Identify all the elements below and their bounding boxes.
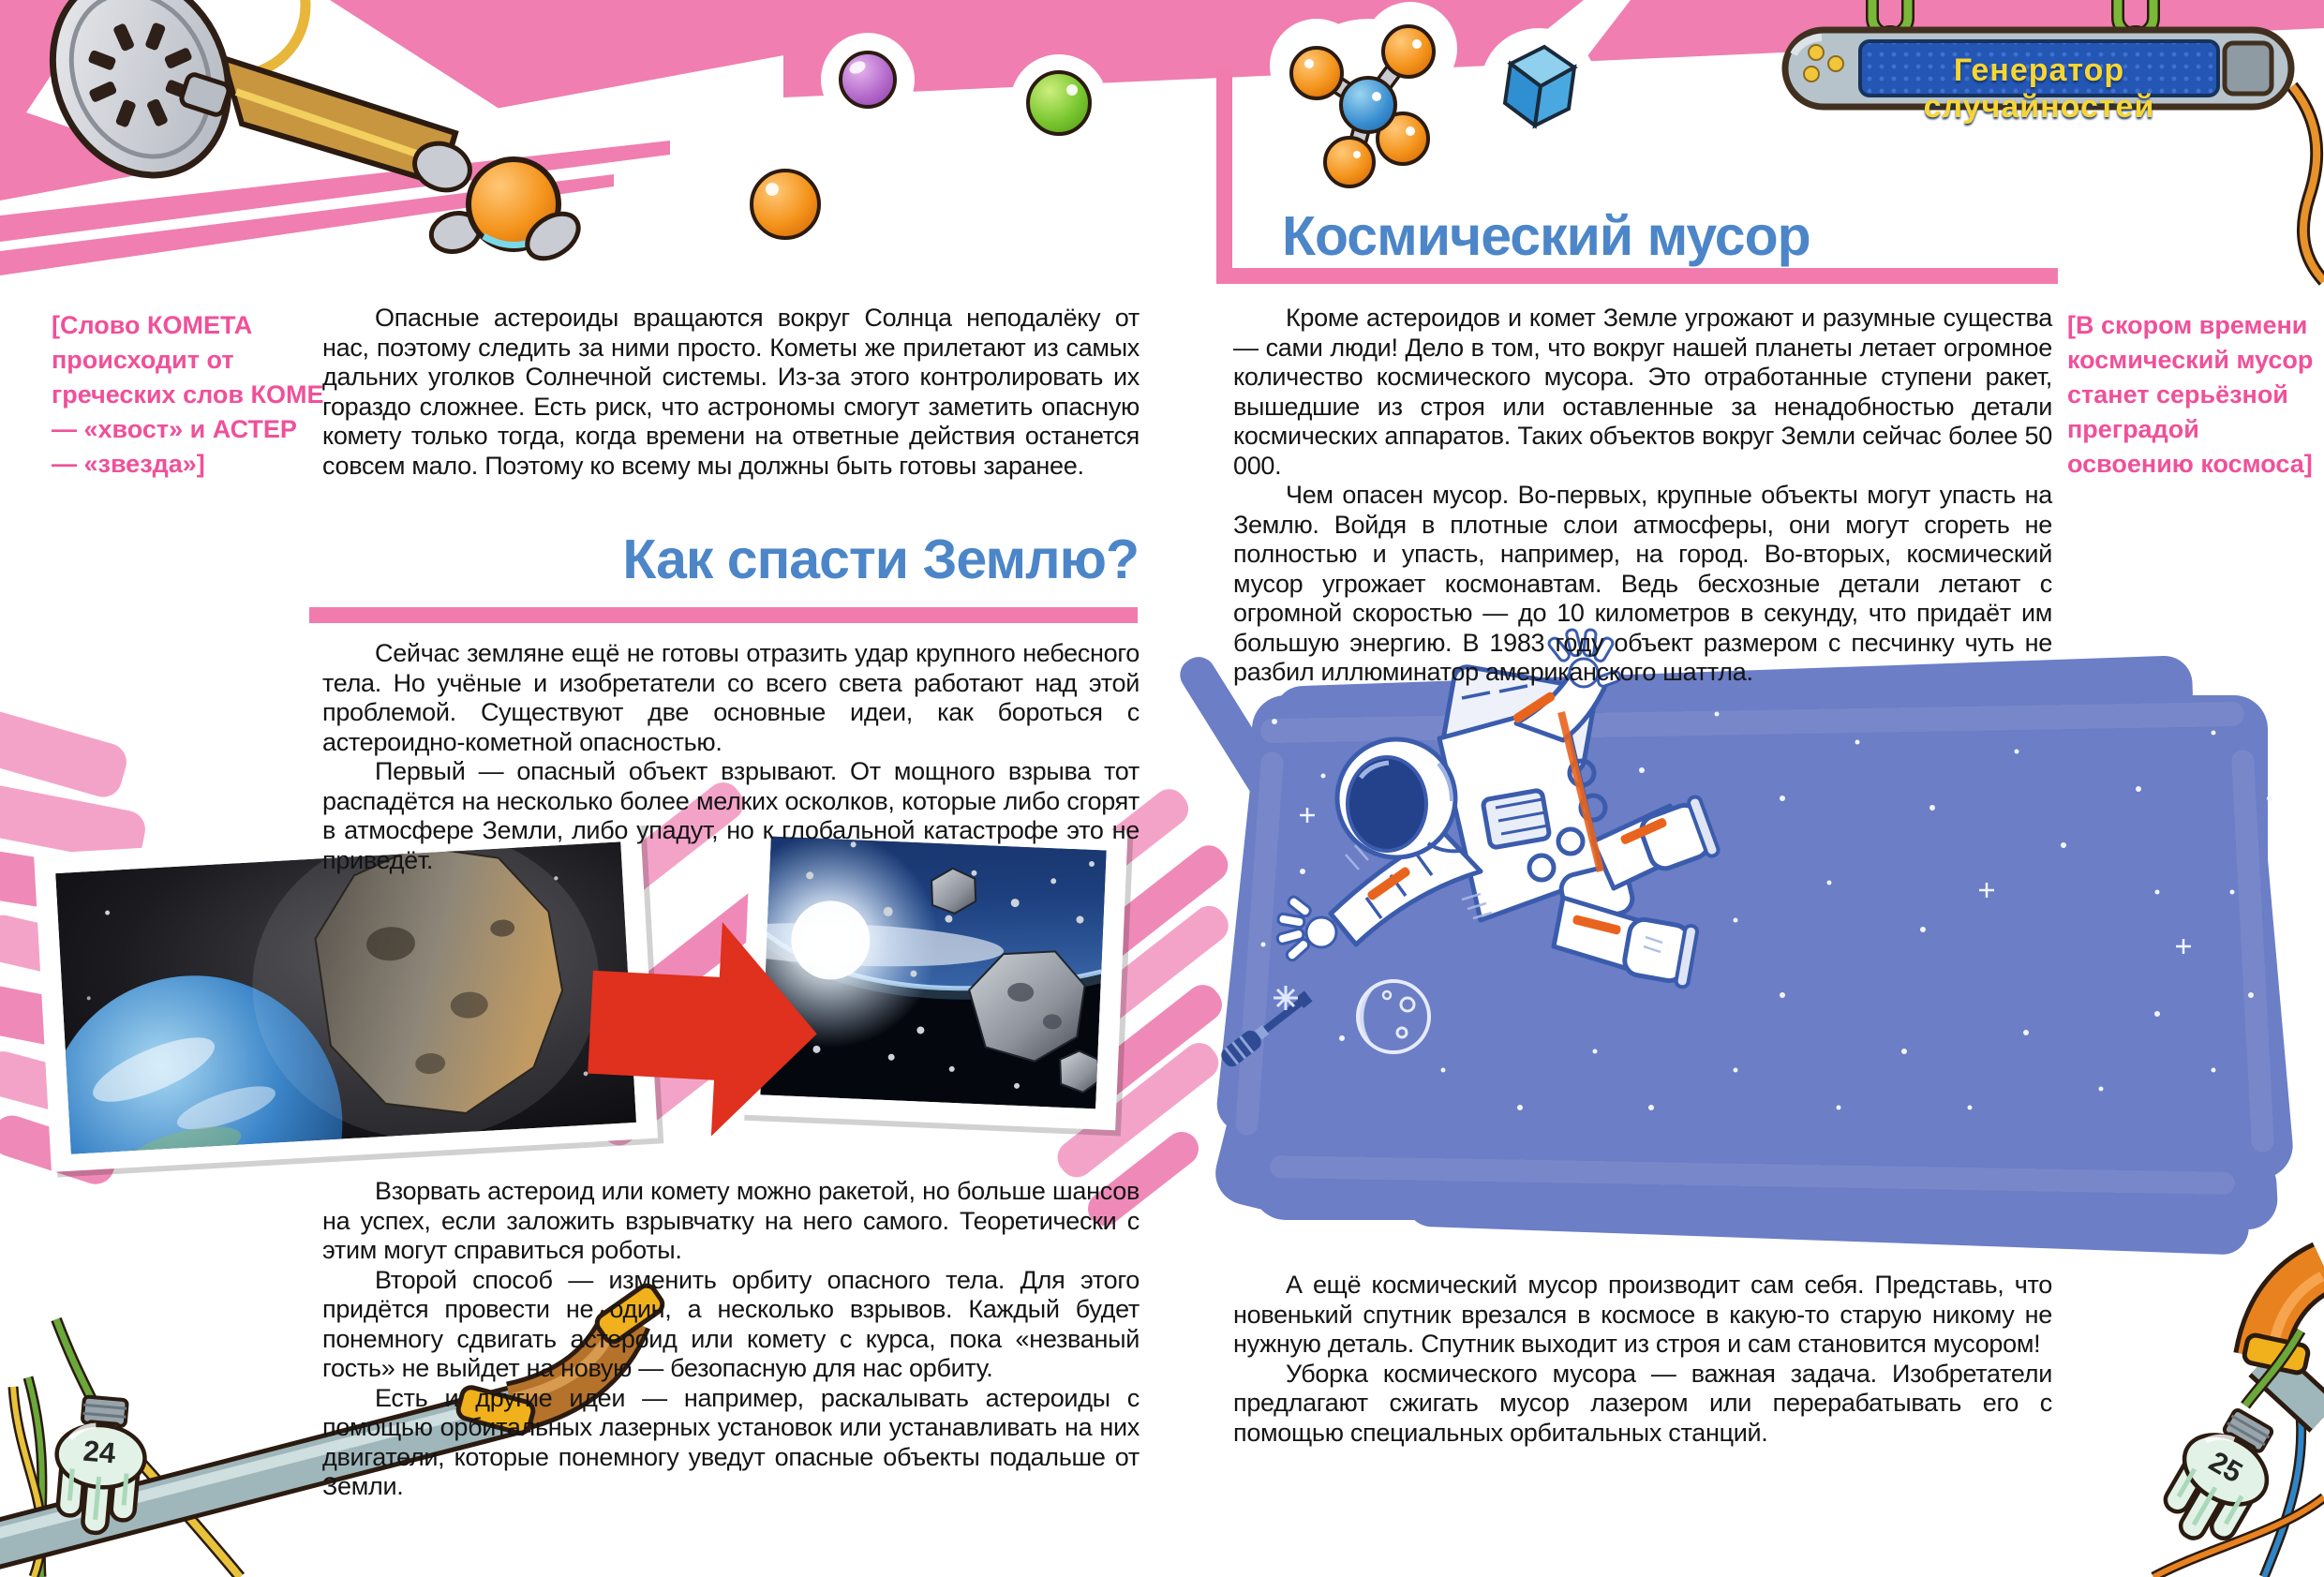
paragraph: А ещё космический мусор производит сам себя. Представь, что новенький спутник врезался в космосе в какую-то старую никому не нужную деталь. Спутник выходит из строя и сам становится мусором! bbox=[1233, 1271, 2052, 1358]
astronaut-illustration bbox=[1174, 629, 2296, 1256]
pipes-bottom-right bbox=[2149, 1267, 2324, 1577]
paragraphs-right-top bbox=[1233, 304, 2052, 688]
banner-label: Генератор случайностей bbox=[1923, 52, 2155, 125]
section-heading-right: Космический мусор bbox=[1282, 205, 1810, 267]
page-number-right: 25 bbox=[2203, 1444, 2248, 1490]
molecule-illustration bbox=[1270, 2, 1457, 210]
page-number-left: 24 bbox=[82, 1434, 117, 1470]
paragraph: Кроме астероидов и комет Земле угрожают и разумные существа — сами люди! Дело в том, что вокруг нашей планеты летает огромное количество космического мусора. Это отработанные ступени ракет, вышедшие из строя или оставленные за ненадобностью детали космических аппаратов. Таких объектов вокруг Земли сейчас более 50 000. bbox=[1233, 304, 2052, 480]
paragraph: Первый — опасный объект взрывают. От мощного взрыва тот распадётся на несколько более мелких осколков, которые либо сгорят в атмосфере Земли, либо упадут, но к глобальной катастрофе это не приведёт. bbox=[322, 757, 1140, 874]
section-heading-left: Как спасти Землю? bbox=[622, 528, 1139, 590]
paragraphs-after-heading bbox=[322, 639, 1140, 875]
moon-illustration bbox=[1358, 981, 1429, 1052]
orange-ball bbox=[752, 171, 819, 238]
paragraph: Уборка космического мусора — важная задача. Изобретатели предлагают сжигать мусор лазером или перерабатывать его с помощью специальных орбитальных станций. bbox=[1233, 1359, 2052, 1447]
paragraphs-right-bottom bbox=[1233, 1271, 2052, 1448]
paragraph: Опасные астероиды вращаются вокруг Солнца неподалёку от нас, поэтому следить за ними просто. Кометы же прилетают из самых дальних уголков Солнечной системы. Из-за этого контролировать их гораздо сложнее. Есть риск, что астрономы смогут заметить опасную комету только тогда, когда времени на ответные действия останется совсем мало. Поэтому ко всему мы должны быть готовы заранее. bbox=[322, 304, 1140, 480]
cube-illustration bbox=[1481, 28, 1597, 144]
paragraph: Чем опасен мусор. Во-первых, крупные объекты могут упасть на Землю. Войдя в плотные слои атмосферы, они могут сгореть не полностью и упасть, например, на город. Во-вторых, космический мусор угрожает космонавтам. Ведь бесхозные детали летают с огромной скоростью — до 10 километров в секунду, что придаёт им большую энергию. В 1983 году объект размером с песчинку чуть не разбил иллюминатор американского шаттла. bbox=[1233, 481, 2052, 686]
margin-note-right: [В скором времени космический мусор станет серьёзной преградой освоению космоса] bbox=[2067, 311, 2314, 478]
heading-underline-right bbox=[1216, 268, 2058, 284]
intro-paragraph bbox=[322, 304, 1140, 481]
paragraph: Сейчас земляне ещё не готовы отразить удар крупного небесного тела. Но учёные и изобретатели со всего света работают над этой проблемой. Существуют две основные идеи, как бороться с астероидно-кометной опасностью. bbox=[322, 639, 1140, 756]
paragraph: Есть и другие идеи — например, раскалывать астероиды с помощью орбитальных лазерных установок или устанавливать на них двигатели, которые понемногу уведут опасные объекты подальше от Земли. bbox=[322, 1383, 1140, 1500]
green-ball bbox=[1028, 72, 1090, 134]
paragraphs-below-photos bbox=[322, 1177, 1140, 1502]
heading-frame-vertical bbox=[1216, 67, 1232, 284]
margin-note-left: [Слово КОМЕТА происходит от греческих слов КОМЕ — «хвост» и АСТЕР — «звезда»] bbox=[52, 311, 324, 478]
purple-ball bbox=[841, 52, 895, 107]
heading-underline-left bbox=[309, 607, 1138, 623]
paragraph: Взорвать астероид или комету можно ракетой, но больше шансов на успех, если заложить взрывчатку на него самого. Теоретически с этим могут справиться роботы. bbox=[322, 1177, 1140, 1264]
paragraph: Второй способ — изменить орбиту опасного тела. Для этого придётся провести не один, а несколько взрывов. Каждый будет понемногу сдвигать астероид или комету с курса, пока «незваный гость» не выйдет на новую — безопасную для нас орбиту. bbox=[322, 1265, 1140, 1382]
